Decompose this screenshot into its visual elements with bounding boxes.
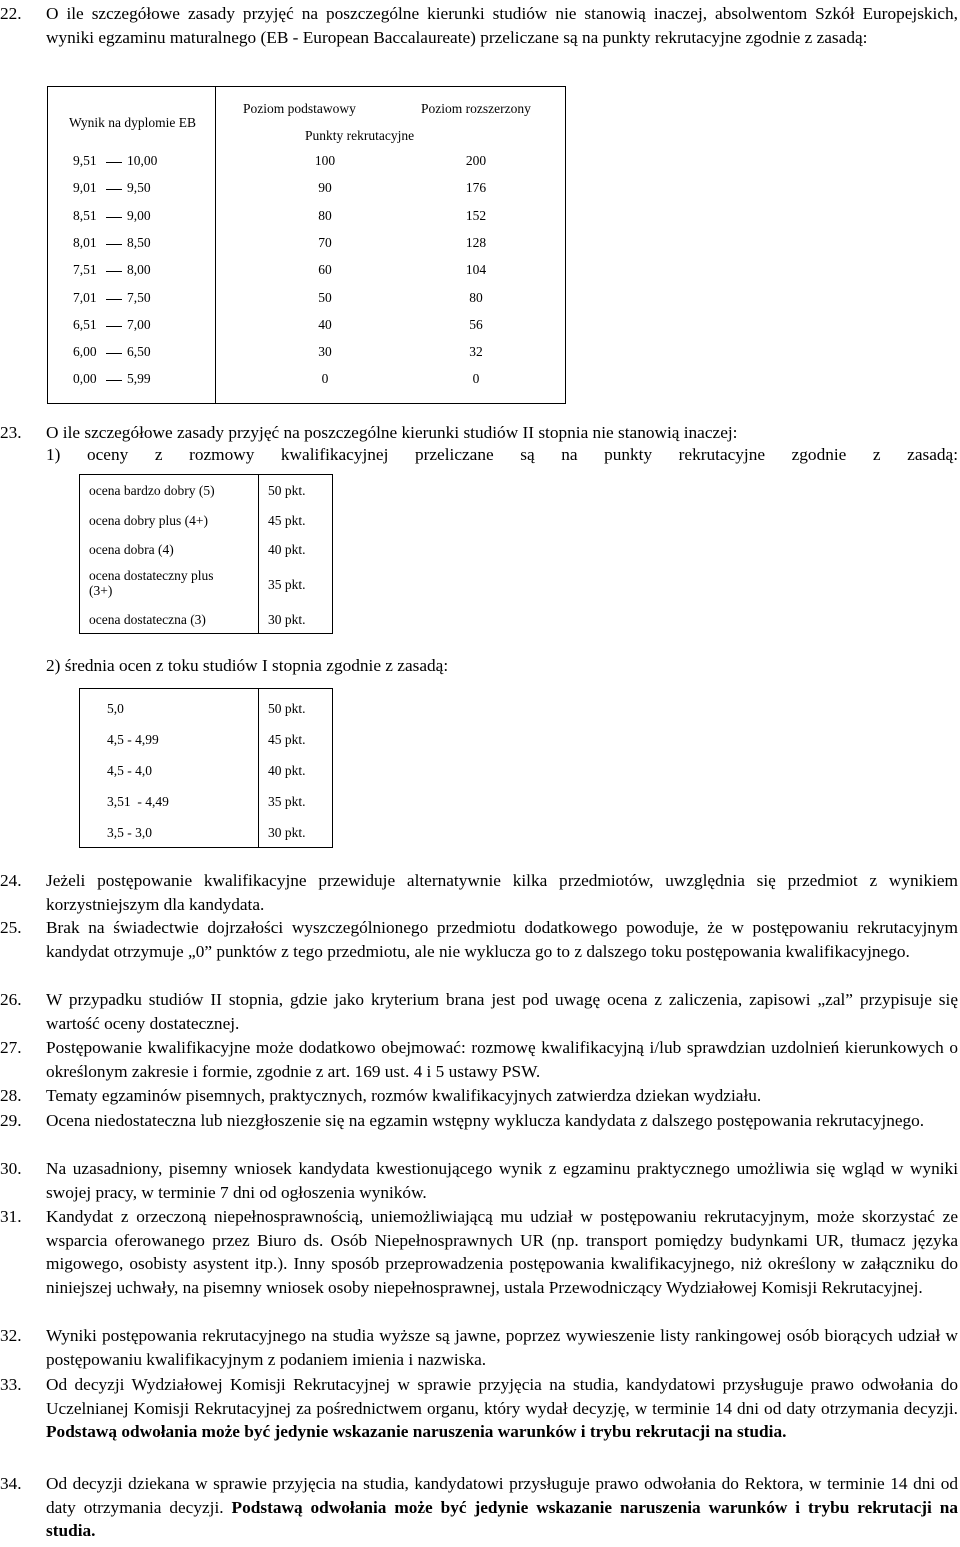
eb-range-to: 10,00 <box>127 153 158 168</box>
extended-points: 56 <box>469 316 483 332</box>
paragraph-25 <box>0 916 958 963</box>
range-dash <box>106 244 122 245</box>
paragraph-text: O ile szczegółowe zasady przyjęć na poszczególne kierunki studiów nie stanowią inaczej, absolwentom Szkół Europejskich, wyniki egzaminu maturalnego (EB - European Baccalaureate) przeliczane są na punkty rekrutacyjne zgodnie z zasadą: <box>46 4 958 47</box>
grade-points: 45 pkt. <box>268 513 306 528</box>
grade-points: 40 pkt. <box>268 542 306 557</box>
average-range: 5,0 <box>107 701 124 716</box>
average-table <box>79 688 333 848</box>
paragraph-34 <box>0 1472 958 1543</box>
basic-points: 80 <box>318 207 332 223</box>
paragraph-number: 28. <box>0 1086 22 1105</box>
paragraph-text <box>46 916 958 963</box>
eb-range-to: 8,00 <box>127 262 151 278</box>
basic-points: 60 <box>318 262 332 278</box>
eb-range-from: 6,51 <box>73 316 97 332</box>
range-dash <box>106 380 122 381</box>
eb-range-to: 6,50 <box>127 344 151 360</box>
paragraph-number: 27. <box>0 1038 22 1057</box>
extended-points: 32 <box>469 344 483 360</box>
paragraph-number: 30. <box>0 1159 22 1178</box>
basic-points: 40 <box>318 316 332 332</box>
average-points: 50 pkt. <box>268 701 306 716</box>
paragraph-text <box>46 1084 958 1108</box>
eb-range-from: 9,01 <box>73 180 97 196</box>
paragraph-body: Postępowanie kwalifikacyjne może dodatkowo obejmować: rozmowę kwalifikacyjną i/lub sprawdzian uzdolnień kierunkowych o określonym zakresie i formie, zgodnie z art. 169 ust. 4 i 5 ustawy PSW. <box>46 1038 958 1081</box>
grade-label: ocena dostateczny plus (3+) <box>89 568 214 598</box>
table-divider <box>215 87 216 403</box>
extended-points: 152 <box>465 207 487 223</box>
basic-points: 30 <box>318 344 332 360</box>
paragraph-31 <box>0 1205 958 1299</box>
paragraph-text <box>46 1472 958 1543</box>
grade-points: 30 pkt. <box>268 612 306 627</box>
average-points: 35 pkt. <box>268 794 306 809</box>
average-range: 4,5 - 4,99 <box>107 732 159 747</box>
paragraph-27 <box>0 1036 958 1083</box>
extended-points: 104 <box>465 262 487 278</box>
eb-range-to: 7,50 <box>127 289 151 305</box>
paragraph-number: 33. <box>0 1375 22 1394</box>
range-dash <box>106 299 122 300</box>
average-points: 30 pkt. <box>268 825 306 840</box>
extended-points: 0 <box>472 371 480 387</box>
table-divider <box>258 689 259 847</box>
header-basic-level: Poziom podstawowy <box>243 101 356 116</box>
average-range: 3,5 - 3,0 <box>107 825 152 840</box>
paragraph-body: Na uzasadniony, pisemny wniosek kandydata kwestionującego wynik z egzaminu praktycznego umożliwia się wgląd w wyniki swojej pracy, w terminie 7 dni od ogłoszenia wyników. <box>46 1159 958 1202</box>
eb-range-from: 6,00 <box>73 344 97 360</box>
range-dash <box>106 189 122 190</box>
paragraph-28 <box>0 1084 958 1108</box>
paragraph-text <box>46 1157 958 1204</box>
basic-points: 50 <box>318 289 332 305</box>
paragraph-29 <box>0 1109 958 1133</box>
paragraph-number: 29. <box>0 1111 22 1130</box>
paragraph-number: 24. <box>0 871 22 890</box>
paragraph-body: Wyniki postępowania rekrutacyjnego na studia wyższe są jawne, poprzez wywieszenie listy rankingowej osób biorących udział w postępowaniu kwalifikacyjnym z podaniem imienia i nazwiska. <box>46 1326 958 1369</box>
eb-range-to: 9,50 <box>127 180 151 196</box>
paragraph-body: Od decyzji dziekana w sprawie przyjęcia na studia, kandydatowi przysługuje prawo odwołania do Rektora, w terminie 14 dni od daty otrzymania decyzji. <box>46 1474 958 1517</box>
paragraph-body: Jeżeli postępowanie kwalifikacyjne przewiduje alternatywnie kilka przedmiotów, uwzględnia się przedmiot z wynikiem korzystniejszym dla kandydata. <box>46 871 958 914</box>
eb-range-from: 9,51 <box>73 153 97 168</box>
table-divider <box>258 475 259 633</box>
grade-label: ocena bardzo dobry (5) <box>89 483 215 498</box>
header-points: Punkty rekrutacyjne <box>305 128 415 143</box>
grade-label: ocena dobra (4) <box>89 542 174 557</box>
extended-points: 176 <box>465 180 487 196</box>
eb-range-to: 9,00 <box>127 207 151 223</box>
header-extended-level: Poziom rozszerzony <box>421 101 531 116</box>
average-points: 45 pkt. <box>268 732 306 747</box>
eb-range-from: 8,01 <box>73 234 97 250</box>
paragraph-number: 34. <box>0 1474 22 1493</box>
paragraph-number: 23. <box>0 423 22 442</box>
paragraph-body: Od decyzji Wydziałowej Komisji Rekrutacyjnej w sprawie przyjęcia na studia, kandydatowi przysługuje prawo odwołania do Uczelnianej Komisji Rekrutacyjnej za pośrednictwem organu, który wydał decyzję, w terminie 14 dni od daty otrzymania decyzji. <box>46 1375 958 1418</box>
subpoint-2: 2) średnia ocen z toku studiów I stopnia zgodnie z zasadą: <box>46 656 449 675</box>
paragraph-text <box>46 988 958 1035</box>
eb-range-from: 8,51 <box>73 207 97 223</box>
eb-conversion-table <box>47 86 566 404</box>
paragraph-body: Ocena niedostateczna lub niezgłoszenie się na egzamin wstępny wyklucza kandydata z dalszego postępowania rekrutacyjnego. <box>46 1111 925 1130</box>
paragraph-text <box>46 1109 958 1133</box>
paragraph-text <box>46 1205 958 1299</box>
paragraph-body: Tematy egzaminów pisemnych, praktycznych, rozmów kwalifikacyjnych zatwierdza dziekan wydziału. <box>46 1086 762 1105</box>
paragraph-number: 26. <box>0 990 22 1009</box>
range-dash <box>106 271 122 272</box>
range-dash <box>106 162 122 163</box>
basic-points: 0 <box>321 371 329 387</box>
eb-range-from: 7,51 <box>73 262 97 278</box>
paragraph-26 <box>0 988 958 1035</box>
paragraph-bold-note: Podstawą odwołania może być jedynie wskazanie naruszenia warunków i trybu rekrutacji na studia. <box>46 1497 958 1541</box>
eb-range-to: 7,00 <box>127 316 151 332</box>
average-points: 40 pkt. <box>268 763 306 778</box>
paragraph-30 <box>0 1157 958 1204</box>
eb-range-to: 8,50 <box>127 234 151 250</box>
paragraph-22 <box>0 2 958 49</box>
paragraph-number: 25. <box>0 918 22 937</box>
paragraph-text <box>46 1324 958 1371</box>
eb-range-to: 5,99 <box>127 371 151 387</box>
basic-points: 90 <box>318 180 332 196</box>
eb-range-from: 0,00 <box>73 371 97 387</box>
grades-table <box>79 474 333 634</box>
average-range: 4,5 - 4,0 <box>107 763 152 778</box>
grade-points: 35 pkt. <box>268 577 306 592</box>
extended-points: 80 <box>469 289 483 305</box>
extended-points: 128 <box>465 234 487 250</box>
header-eb-result: Wynik na dyplomie EB <box>69 115 197 130</box>
paragraph-bold-note: Podstawą odwołania może być jedynie wskazanie naruszenia warunków i trybu rekrutacji na studia. <box>46 1422 787 1442</box>
paragraph-24 <box>0 869 958 916</box>
eb-range-from: 7,01 <box>73 289 97 305</box>
paragraph-text <box>46 1036 958 1083</box>
paragraph-number: 22. <box>0 4 22 23</box>
range-dash <box>106 353 122 354</box>
range-dash <box>106 326 122 327</box>
basic-points: 100 <box>314 153 336 168</box>
paragraph-text <box>46 869 958 916</box>
paragraph-number: 32. <box>0 1326 22 1345</box>
grade-label: ocena dostateczna (3) <box>89 612 206 627</box>
paragraph-32 <box>0 1324 958 1371</box>
extended-points: 200 <box>465 153 487 168</box>
grade-label: ocena dobry plus (4+) <box>89 513 208 528</box>
basic-points: 70 <box>318 234 332 250</box>
paragraph-body: Kandydat z orzeczoną niepełnosprawnością, uniemożliwiającą mu udział w postępowaniu rekrutacyjnym, może skorzystać ze wsparcia oferowanego przez Biuro ds. Osób Niepełnosprawnych UR (np. transport pomiędzy budynkami UR, tłumacz języka migowego, osobisty asystent itp.). Inny sposób przeprowadzenia postępowania kwalifikacyjnego, niż określony w załączniku do niniejszej uchwały, na pisemny wniosek osoby niepełnosprawnej, ustala Przewodniczący Wydziałowej Komisji Rekrutacyjnej. <box>46 1207 958 1297</box>
subpoint-1: 1) oceny z rozmowy kwalifikacyjnej przeliczane są na punkty rekrutacyjne zgodnie z zasadą: <box>46 445 958 464</box>
grade-points: 50 pkt. <box>268 483 306 498</box>
range-dash <box>106 217 122 218</box>
paragraph-body: Brak na świadectwie dojrzałości wyszczególnionego przedmiotu dodatkowego powoduje, że w postępowaniu rekrutacyjnym kandydat otrzymuje „0” punktów z tego przedmiotu, ale nie wyklucza go to z dalszego toku postępowania kwalifikacyjnego. <box>46 918 958 961</box>
paragraph-body: W przypadku studiów II stopnia, gdzie jako kryterium brana jest pod uwagę ocena z zaliczenia, zapisowi „zal” przypisuje się wartość oceny dostatecznej. <box>46 990 958 1033</box>
paragraph-number: 31. <box>0 1207 22 1226</box>
paragraph-text <box>46 1373 958 1444</box>
average-range: 3,51 - 4,49 <box>107 794 169 809</box>
paragraph-23 <box>0 421 958 445</box>
paragraph-text: O ile szczegółowe zasady przyjęć na poszczególne kierunki studiów II stopnia nie stanowią inaczej: <box>46 423 738 442</box>
paragraph-33 <box>0 1373 958 1444</box>
